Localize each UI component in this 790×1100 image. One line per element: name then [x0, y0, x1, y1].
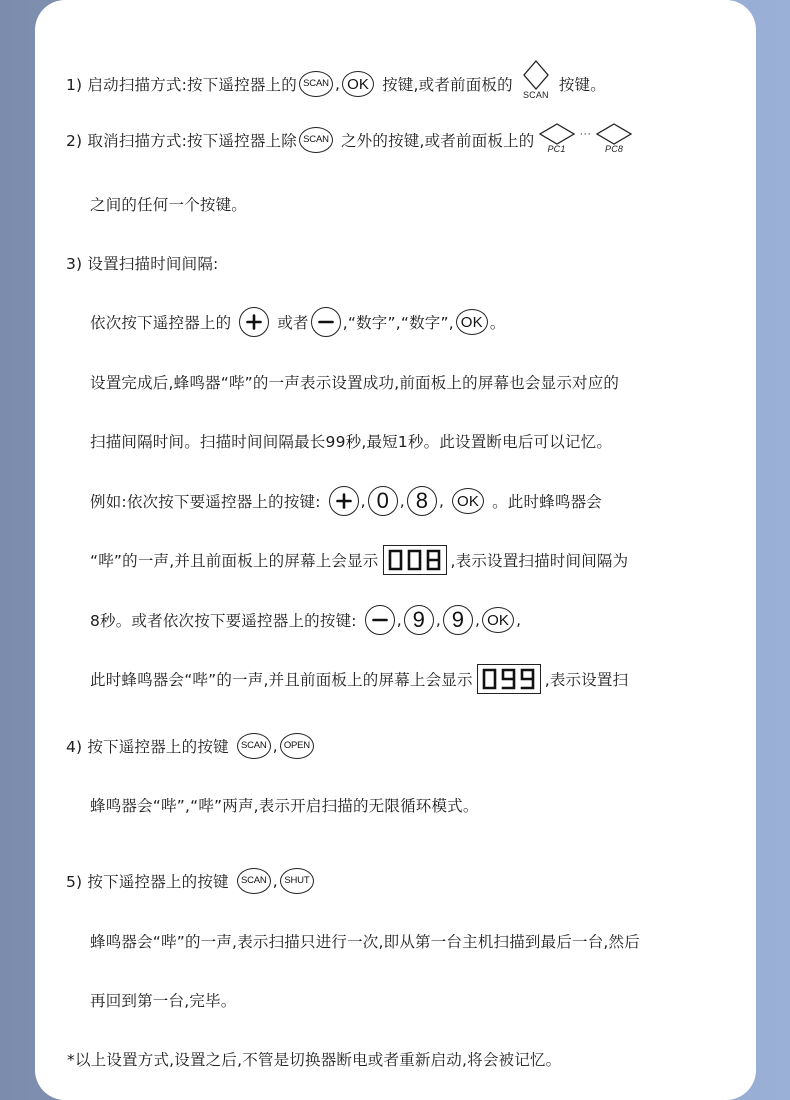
minus-button-icon	[311, 307, 341, 337]
example-text: 此时蜂鸣器会“哔”的一声,并且前面板上的屏幕上会显示	[90, 671, 473, 689]
segment-display-008	[383, 545, 447, 575]
step-1-text: 1) 启动扫描方式:按下遥控器上的	[66, 76, 297, 94]
step-5-text: 5) 按下遥控器上的按键	[66, 873, 229, 891]
plus-button-icon	[329, 486, 359, 516]
ok-button-icon: OK	[456, 309, 488, 335]
step-2-text: 2) 取消扫描方式:按下遥控器上除	[66, 132, 297, 150]
example-1-line: 例如:依次按下要遥控器上的按键: , 0 , 8 , OK 。此时蜂鸣器会	[90, 481, 602, 521]
diamond-key-label: SCAN	[522, 90, 549, 100]
example-text: 例如:依次按下要遥控器上的按键:	[90, 493, 321, 511]
example-4-line	[90, 659, 628, 699]
digit-8-button-icon: 8	[407, 486, 437, 516]
step-3-desc-2	[90, 421, 612, 461]
desc-text: 扫描间隔时间。扫描时间间隔最长99秒,最短1秒。此设置断电后可以记忆。	[90, 433, 613, 451]
pc1-key	[537, 122, 577, 154]
step-4-line: 4) 按下遥控器上的按键 SCAN , OPEN	[66, 726, 316, 766]
step-5-line: 5) 按下遥控器上的按键 SCAN , SHUT	[66, 861, 316, 901]
ok-button-icon: OK	[482, 607, 514, 633]
diamond-key-icon	[594, 122, 634, 146]
pc8-key	[594, 122, 634, 154]
diamond-key-icon	[521, 60, 551, 90]
example-text-b: ,表示设置扫	[544, 671, 629, 689]
step-3-instruction-a: 依次按下遥控器上的	[90, 314, 232, 332]
step-1-line	[66, 64, 606, 104]
digit-9-button-icon: 9	[443, 605, 473, 635]
step-5-desc-2	[90, 980, 236, 1020]
segment-display-099	[477, 664, 541, 694]
step-2-text-c: 之间的任何一个按键。	[90, 196, 248, 214]
example-3-line: 8秒。或者依次按下要遥控器上的按键: , 9 , 9 , OK ,	[90, 600, 521, 640]
example-text-b: 。此时蜂鸣器会	[492, 493, 602, 511]
pc-key-range	[537, 122, 635, 154]
footnote	[67, 1039, 561, 1079]
desc-text: 再回到第一台,完毕。	[90, 992, 237, 1010]
digits-text: ,“数字”,“数字”,	[342, 314, 454, 332]
footnote-text: *以上设置方式,设置之后,不管是切换器断电或者重新启动,将会被记忆。	[67, 1051, 562, 1069]
plus-button-icon	[239, 307, 269, 337]
shut-button-icon: SHUT	[280, 868, 314, 894]
period: 。	[489, 314, 506, 332]
step-2-line	[66, 120, 634, 160]
scan-button-icon: SCAN	[299, 71, 333, 97]
step-2-continued	[90, 184, 247, 224]
open-button-icon: OPEN	[280, 733, 314, 759]
scan-button-icon: SCAN	[237, 868, 271, 894]
example-text: “哔”的一声,并且前面板上的屏幕上会显示	[90, 552, 379, 570]
example-2-line	[90, 540, 628, 580]
front-panel-scan-key	[521, 60, 551, 100]
example-text-b: ,表示设置扫描时间间隔为	[450, 552, 629, 570]
diamond-key-icon	[537, 122, 577, 146]
pc8-label: PC8	[605, 144, 624, 154]
step-3-title-text: 3) 设置扫描时间间隔:	[66, 255, 219, 273]
example-text: 8秒。或者依次按下要遥控器上的按键:	[90, 612, 357, 630]
step-5-desc-1	[90, 921, 640, 961]
step-3-desc-1	[90, 362, 619, 402]
digit-0-button-icon: 0	[368, 486, 398, 516]
instruction-card	[35, 0, 756, 1100]
ok-button-icon: OK	[342, 71, 374, 97]
desc-text: 蜂鸣器会“哔”的一声,表示扫描只进行一次,即从第一台主机扫描到最后一台,然后	[90, 933, 640, 951]
range-dots: ···	[579, 128, 592, 140]
step-1-text-c: 按键。	[558, 76, 606, 94]
minus-button-icon	[365, 605, 395, 635]
step-3-title	[66, 243, 218, 283]
or-text: 或者	[277, 314, 309, 332]
step-4-desc	[90, 785, 479, 825]
step-3-instruction	[90, 302, 506, 342]
step-4-text: 4) 按下遥控器上的按键	[66, 738, 229, 756]
desc-text: 设置完成后,蜂鸣器“哔”的一声表示设置成功,前面板上的屏幕也会显示对应的	[90, 374, 620, 392]
digit-9-button-icon: 9	[404, 605, 434, 635]
segment-digits	[387, 549, 443, 571]
scan-button-icon: SCAN	[299, 127, 333, 153]
desc-text: 蜂鸣器会“哔”,“哔”两声,表示开启扫描的无限循环模式。	[90, 797, 479, 815]
ok-button-icon: OK	[452, 488, 484, 514]
scan-button-icon: SCAN	[237, 733, 271, 759]
step-1-text-b: 按键,或者前面板的	[382, 76, 513, 94]
comma: ,	[334, 75, 341, 93]
pc1-label: PC1	[547, 144, 566, 154]
segment-digits	[481, 668, 537, 690]
step-2-text-b: 之外的按键,或者前面板上的	[340, 132, 535, 150]
